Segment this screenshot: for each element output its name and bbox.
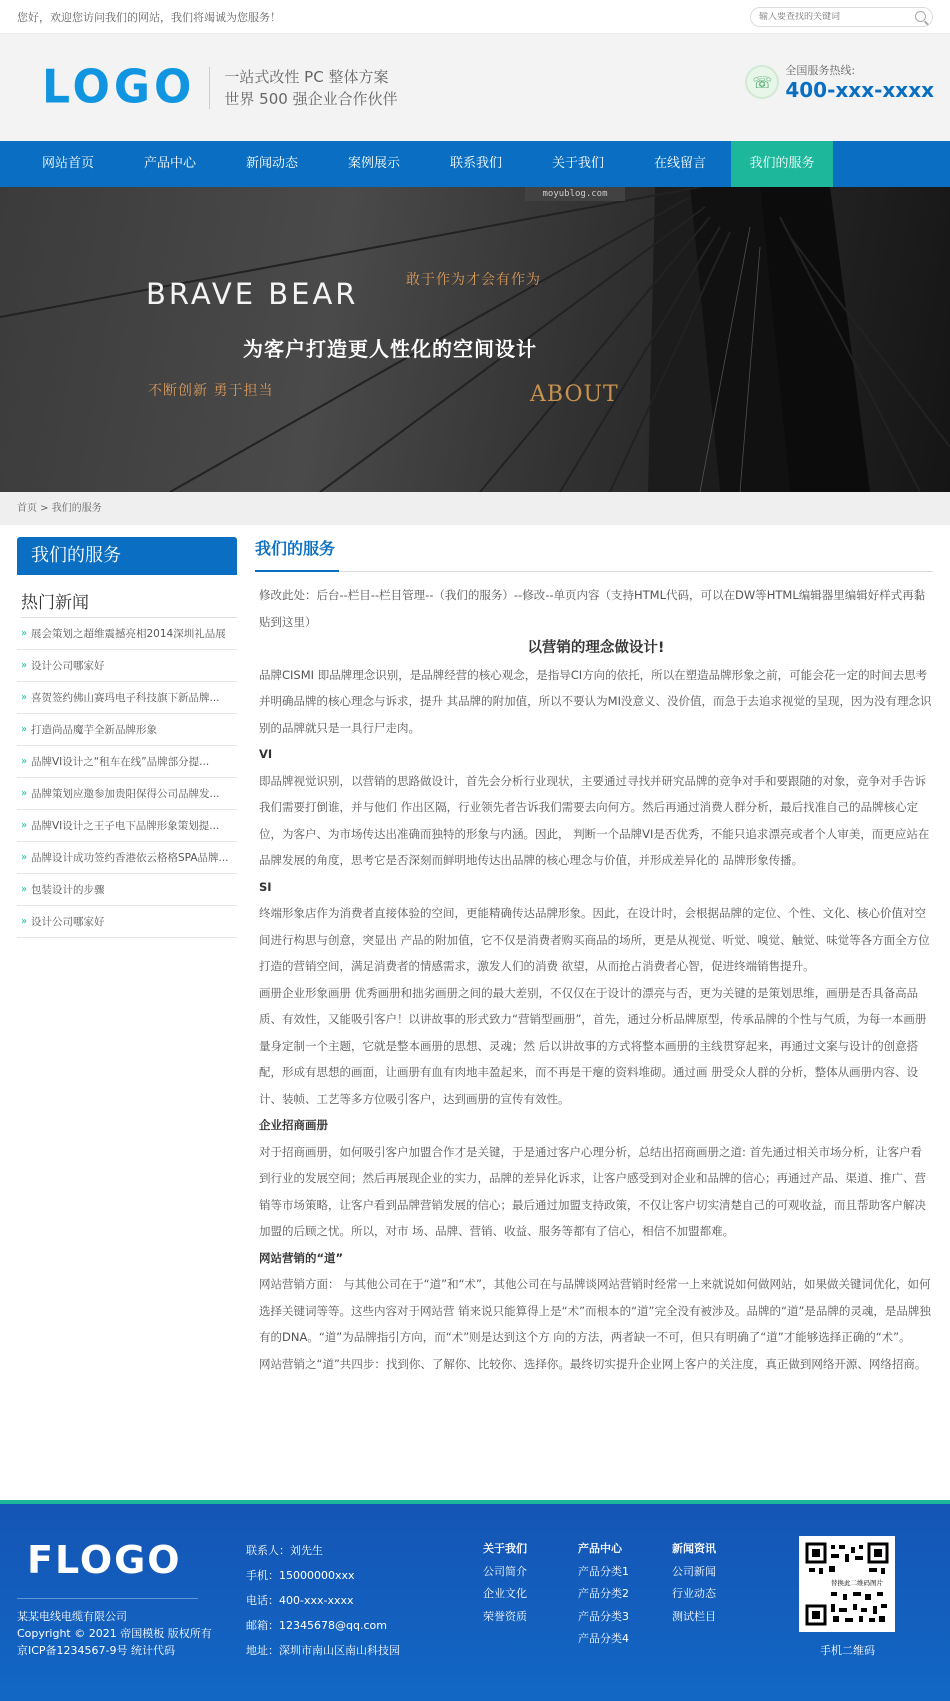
banner-about: ABOUT: [530, 382, 619, 407]
footer-contact: [246, 1538, 400, 1663]
content-area: [0, 525, 950, 1571]
top-bar: [0, 0, 950, 34]
qr-code-icon: [805, 1542, 889, 1626]
hotline-number: 400-xxx-xxxx: [785, 78, 934, 102]
nav-news[interactable]: 新闻动态: [245, 156, 298, 171]
news-item[interactable]: » 品牌策划应邀参加贵阳保得公司品牌发...: [17, 778, 237, 810]
footer-link[interactable]: 荣誉资质: [483, 1609, 527, 1623]
nav-contact[interactable]: 联系我们: [449, 156, 502, 171]
search-icon[interactable]: [915, 11, 926, 22]
contact-email: 邮箱：12345678@qq.com: [246, 1619, 387, 1632]
banner-dare: 敢于作为才会有作为: [406, 272, 541, 288]
slogan: [224, 66, 397, 110]
paragraph-web: 网站营销方面： 与其他公司在于“道”和“术”，其他公司在与品牌谈网站营销时经常一上来就说如何做网站，如果做关键词优化，如何选择关键词等等。这些内容对于网站营 销来说只能算得上是“术”而根本的“道”完全没有被涉及。品牌的“道”是品牌的灵魂，是品牌独有的DNA。“道”为品牌指引方向，而“术”则是达到这个方 向的方法，两者缺一不可，但只有明确了“道”才能够选择正确的“术”。: [259, 1277, 931, 1344]
nav-cases[interactable]: 案例展示: [347, 156, 400, 171]
news-item[interactable]: » 展会策划之超维震撼亮相2014深圳礼品展: [17, 618, 237, 650]
hotline-label: 全国服务热线:: [785, 64, 856, 77]
qr-label: 手机二维码: [820, 1644, 875, 1657]
nav-services[interactable]: 我们的服务: [731, 141, 833, 187]
paragraph-cis: 品牌CISMI 即品牌理念识别，是品牌经营的核心观念，是指导CI方向的依托，所以在塑造品牌形象之前，可能会花一定的时间去思考并明确品牌的核心理念与诉求，提升 其品牌的附加值，所以不要认为MI没意义、没价值，而急于去追求视觉的呈现，因为没有理念识别的品牌就只是一具行尸走肉。: [259, 667, 932, 735]
breadcrumb-home[interactable]: 首页: [17, 503, 37, 514]
footer-col-title[interactable]: 产品中心: [578, 1542, 622, 1555]
slogan-line-2: 世界 500 强企业合作伙伴: [224, 89, 398, 108]
edit-note: 修改此处：后台--栏目--栏目管理--（我们的服务）--修改--单页内容（支持HTML代码，可以在DW等HTML编辑器里编辑好样式再黏贴到这里）: [259, 588, 926, 629]
subheading-web: 网站营销的“道”: [259, 1250, 344, 1265]
breadcrumb-current: 我们的服务: [51, 503, 102, 514]
footer-link[interactable]: 产品分类2: [578, 1587, 629, 1600]
subheading-vi: VI: [259, 747, 273, 761]
page-title: 我们的服务: [255, 537, 933, 572]
contact-person: 联系人：刘先生: [246, 1544, 323, 1557]
hot-news-title: 热门新闻: [21, 588, 237, 618]
breadcrumb: [0, 492, 950, 525]
footer-link[interactable]: 公司简介: [483, 1564, 527, 1578]
paragraph-vi: 即品牌视觉识别，以营销的思路做设计，首先会分析行业现状，主要通过寻找并研究品牌的竞争对手和要跟随的对象，竞争对手告诉我们需要打倒谁，并与他们 作出区隔，行业领先者告诉我们需要去向何方。然后再通过消费人群分析，最后找准自己的品牌核心定位，为客户、为市场传达出准确而独特的形象与内涵。因此， 判断一个品牌VI是否优秀，不能只追求漂亮或者个人审美，而更应站在品牌发展的角度，思考它是否深刻而鲜明地传达出品牌的核心理念与价值，并形成差异化的 品牌形象传播。: [259, 773, 930, 867]
footer-col-news: [672, 1538, 716, 1628]
footer-col-title[interactable]: 关于我们: [483, 1542, 527, 1555]
company-name: 某某电线电缆有限公司: [17, 1610, 127, 1623]
contact-mobile: 手机：15000000xxx: [246, 1569, 355, 1582]
footer-divider: [17, 1598, 198, 1599]
nav-about[interactable]: 关于我们: [551, 156, 604, 171]
watermark: moyublog.com: [525, 187, 625, 201]
paragraph-si: 终端形象店作为消费者直接体验的空间，更能精确传达品牌形象。因此，在设计时，会根据品牌的定位、个性、文化、核心价值对空间进行构思与创意，突显出 产品的附加值，它不仅是消费者购买商品的场所，更是从视觉、听觉、嗅觉、触觉、味觉等各方面全方位打造的营销空间，满足消费者的情感需求，激发人们的消费 欲望，从而抢占消费者心智，促进终端销售提升。: [259, 906, 930, 973]
main-nav: [0, 141, 950, 187]
news-item[interactable]: » 设计公司哪家好: [17, 906, 237, 938]
footer-logo: FLOGO: [27, 1538, 182, 1582]
main-content: [255, 537, 933, 1377]
paragraph-web-2: 网站营销之“道”共四步：找到你、了解你、比较你、选择你。最终切实提升企业网上客户的关注度，真正做到网络开源、网络招商。: [259, 1356, 927, 1371]
icp[interactable]: 京ICP备1234567-9号 统计代码: [17, 1644, 176, 1657]
footer-col-product: [578, 1538, 629, 1651]
sidebar: [17, 537, 237, 1571]
qr-code: [799, 1536, 895, 1632]
hero-banner: [0, 187, 950, 492]
footer-link[interactable]: 测试栏目: [672, 1609, 716, 1623]
site-logo[interactable]: LOGO: [42, 60, 196, 114]
phone-icon: ☏: [745, 65, 779, 99]
breadcrumb-sep: >: [37, 503, 52, 514]
footer-link[interactable]: 产品分类4: [578, 1632, 629, 1645]
footer-link[interactable]: 公司新闻: [672, 1564, 716, 1578]
footer-link[interactable]: 行业动态: [672, 1587, 716, 1600]
paragraph-invest: 对于招商画册，如何吸引客户加盟合作才是关键，于是通过客户心理分析，总结出招商画册之道: 首先通过相关市场分析，让客户看到行业的发展空间；然后再展现企业的实力，品牌的差异化诉求，让客户感受到对企业和品牌的信心；再通过产品、渠道、推广、营 销等市场策略，让客户看到品牌营销发展的信心；最后通过加盟支持政策，不仅让客户切实清楚自己的可观收益，而且帮助客户解决加盟的后顾之忧。所以，对市 场、品牌、营销、收益、服务等都有了信心，相信不加盟都难。: [259, 1144, 926, 1238]
sidebar-title: 我们的服务: [17, 537, 237, 575]
article-heading: 以营销的理念做设计!: [527, 640, 665, 656]
search-input[interactable]: [759, 12, 899, 22]
banner-innovate: 不断创新 勇于担当: [148, 383, 274, 399]
banner-brave: BRAVE BEAR: [146, 277, 359, 311]
footer-col-title[interactable]: 新闻资讯: [672, 1542, 716, 1555]
qr-caption: 替换此二维码图片: [831, 1579, 883, 1587]
contact-phone: 电话：400-xxx-xxxx: [246, 1594, 354, 1607]
welcome-text: 您好，欢迎您访问我们的网站，我们将竭诚为您服务！: [17, 10, 281, 24]
footer: [0, 1500, 950, 1701]
banner-main-text: 为客户打造更人性化的空间设计: [243, 337, 537, 361]
nav-message[interactable]: 在线留言: [653, 156, 706, 171]
subheading-invest: 企业招商画册: [259, 1118, 328, 1132]
nav-home[interactable]: 网站首页: [41, 156, 94, 171]
footer-link[interactable]: 产品分类1: [578, 1564, 629, 1578]
news-item[interactable]: » 品牌VI设计之王子电下品牌形象策划提...: [17, 810, 237, 842]
footer-company: [17, 1608, 212, 1659]
contact-address: 地址：深圳市南山区南山科技园: [246, 1644, 400, 1657]
footer-link[interactable]: 企业文化: [483, 1587, 527, 1600]
article: [255, 572, 933, 1377]
nav-products[interactable]: 产品中心: [143, 156, 196, 171]
footer-col-about: [483, 1538, 527, 1628]
news-item[interactable]: » 打造尚品魔芋全新品牌形象: [17, 714, 237, 746]
slogan-line-1: 一站式改性 PC 整体方案: [224, 67, 389, 86]
subheading-si: SI: [259, 879, 272, 894]
paragraph-album: 画册企业形象画册 优秀画册和拙劣画册之间的最大差别，不仅仅在于设计的漂亮与否，更为关键的是策划思维，画册是否具备高品质、有效性，又能吸引客户！以讲故事的形式致力“营销型画册”，首先，通过分析品牌原型，传承品牌的个性与气质，为每一本画册量身定制一个主题，它就是整本画册的思想、灵魂；然 后以讲故事的方式将整本画册的主线贯穿起来，再通过文案与设计的创意搭配，形成有思想的画面，让画册有血有肉地丰盈起来，而不再是干瘪的资料堆砌。通过画 册受众人群的分析，整体从画册内容、设计、装帧、工艺等多方位吸引客户，达到画册的宣传有效性。: [259, 985, 927, 1106]
footer-link[interactable]: 产品分类3: [578, 1609, 629, 1623]
news-item[interactable]: » 喜贺签约佛山赛玛电子科技旗下新品牌...: [17, 682, 237, 714]
copyright: Copyright © 2021 帝国模板 版权所有: [17, 1627, 212, 1640]
news-item[interactable]: » 品牌VI设计之“租车在线”品牌部分提...: [17, 746, 237, 778]
search-box[interactable]: [750, 7, 933, 27]
news-item[interactable]: » 品牌设计成功签约香港依云格格SPA品牌...: [17, 842, 237, 874]
logo-divider: [209, 67, 210, 109]
news-item[interactable]: » 包装设计的步骤: [17, 874, 237, 906]
header: [0, 34, 950, 141]
hotline: [745, 62, 934, 102]
news-item[interactable]: » 设计公司哪家好: [17, 650, 237, 682]
